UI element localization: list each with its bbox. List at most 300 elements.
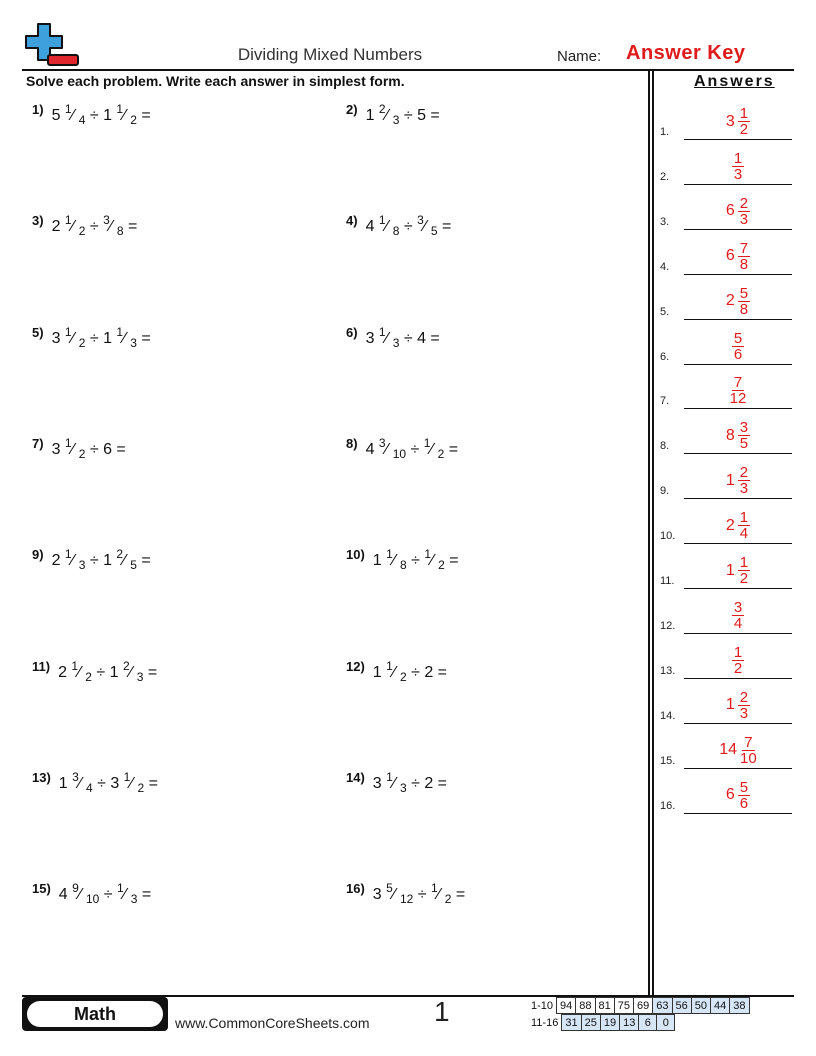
numerator: 1 (430, 881, 438, 896)
problem-number: 12) (346, 658, 365, 674)
score-cell: 0 (657, 1015, 675, 1031)
fraction-slash: ⁄ (78, 663, 86, 681)
denominator: 2 (137, 780, 145, 795)
numerator: 3 (378, 435, 386, 450)
score-cell: 94 (557, 998, 576, 1014)
answer-row (660, 634, 792, 679)
whole-part: 2 (51, 552, 65, 570)
numerator: 1 (424, 547, 431, 562)
equals-sign: = (437, 774, 447, 792)
fraction-slash: ⁄ (385, 218, 393, 236)
answer-row (660, 409, 792, 454)
answer-number: 3. (660, 215, 670, 228)
numerator: 3 (103, 213, 110, 228)
fraction-slash: ⁄ (129, 663, 137, 681)
answer-number: 2. (660, 170, 670, 183)
fraction-slash: ⁄ (78, 886, 86, 904)
answer-fraction (730, 375, 747, 406)
answer-value (684, 331, 792, 362)
answer-row (660, 724, 792, 769)
operator: ÷ (85, 107, 104, 124)
answer-value (684, 780, 792, 811)
answer-value (684, 600, 792, 631)
whole-part: 1 (372, 663, 387, 681)
numerator: 1 (123, 769, 131, 784)
answer-denominator: 8 (739, 255, 749, 273)
answer-whole: 6 (725, 247, 735, 265)
answer-whole: 14 (719, 741, 738, 759)
denominator: 2 (85, 669, 92, 684)
answer-fraction (738, 106, 750, 137)
answer-denominator: 4 (733, 614, 743, 632)
problem-number: 16) (346, 881, 365, 897)
fraction-slash: ⁄ (130, 774, 138, 792)
answer-denominator: 3 (733, 165, 743, 183)
answer-fraction (738, 690, 750, 721)
denominator: 5 (430, 224, 438, 239)
operator: ÷ (91, 663, 110, 681)
answer-denominator: 2 (739, 121, 749, 138)
answer-numerator: 5 (739, 284, 749, 302)
answer-number: 4. (660, 260, 670, 273)
equals-sign: = (430, 107, 440, 124)
denominator: 2 (78, 446, 86, 461)
math-label: Math (27, 1001, 163, 1027)
whole-part: 5 (417, 107, 431, 124)
fraction-slash: ⁄ (123, 552, 131, 570)
answer-value (684, 420, 792, 451)
equals-sign: = (437, 663, 447, 681)
whole-part: 2 (51, 218, 65, 236)
problem-item (346, 658, 447, 684)
answer-value (684, 555, 792, 586)
equals-sign: = (430, 329, 440, 347)
whole-part: 2 (424, 663, 438, 681)
answer-number: 16. (660, 799, 676, 812)
answer-numerator: 3 (739, 419, 749, 437)
answer-numerator: 7 (744, 733, 753, 751)
answer-whole: 8 (725, 426, 735, 444)
numerator: 5 (386, 881, 393, 896)
answer-numerator: 1 (733, 149, 743, 167)
answer-whole: 1 (725, 696, 735, 714)
whole-part: 5 (51, 107, 65, 124)
answer-numerator: 1 (739, 509, 749, 527)
answer-denominator: 12 (729, 390, 747, 408)
numerator: 2 (122, 658, 130, 673)
answer-whole: 6 (725, 786, 735, 803)
answer-numerator: 1 (733, 643, 743, 661)
problem-item (32, 881, 152, 907)
answer-number: 1. (660, 126, 670, 138)
whole-part: 1 (372, 552, 387, 570)
equals-sign: = (451, 886, 466, 904)
answer-numerator: 3 (733, 598, 743, 616)
denominator: 4 (85, 780, 93, 795)
fraction-slash: ⁄ (385, 107, 393, 124)
whole-part: 1 (58, 774, 73, 792)
fraction-slash: ⁄ (71, 218, 79, 236)
operator: ÷ (399, 218, 418, 236)
answer-fraction (732, 151, 744, 182)
name-label: Name: (557, 48, 602, 65)
denominator: 3 (399, 780, 407, 795)
fraction-slash: ⁄ (423, 218, 431, 236)
numerator: 1 (116, 102, 124, 116)
answer-number: 12. (660, 619, 676, 632)
answer-row (660, 185, 792, 230)
answer-denominator: 2 (739, 570, 749, 587)
problem-number: 9) (32, 547, 44, 563)
whole-part: 1 (365, 107, 379, 124)
denominator: 2 (130, 113, 137, 127)
answer-number: 14. (660, 709, 676, 722)
answer-denominator: 6 (733, 345, 743, 363)
problem-item (346, 102, 440, 127)
fraction-slash: ⁄ (430, 440, 438, 458)
operator: ÷ (85, 218, 104, 236)
fraction-slash: ⁄ (123, 107, 131, 124)
equals-sign: = (136, 552, 151, 570)
equals-sign: = (123, 218, 138, 236)
numerator: 1 (423, 435, 431, 450)
answer-value (684, 465, 792, 496)
answer-value (684, 151, 792, 182)
score-cell: 6 (639, 1015, 657, 1031)
whole-part: 4 (58, 886, 73, 904)
problem-item (32, 547, 151, 573)
answer-numerator: 7 (733, 374, 743, 392)
denominator: 8 (399, 558, 407, 573)
operator: ÷ (85, 440, 104, 458)
denominator: 3 (130, 335, 137, 350)
score-range-label: 11-16 (531, 1016, 559, 1029)
numerator: 9 (72, 881, 79, 896)
answer-denominator: 5 (739, 435, 749, 453)
answer-number: 10. (660, 530, 676, 543)
problem-item (32, 658, 158, 684)
answer-row (660, 454, 792, 499)
answer-denominator: 10 (740, 749, 757, 767)
fraction-slash: ⁄ (392, 552, 400, 570)
problem-number: 11) (32, 658, 51, 674)
score-cell: 13 (620, 1015, 639, 1031)
numerator: 1 (64, 213, 72, 228)
score-cell: 81 (595, 998, 614, 1014)
equals-sign: = (444, 440, 459, 458)
answer-row (660, 679, 792, 724)
score-cell: 88 (576, 998, 595, 1014)
equals-sign: = (444, 552, 459, 570)
answer-denominator: 3 (739, 480, 749, 498)
operator: ÷ (99, 886, 117, 904)
answer-whole: 2 (725, 292, 735, 310)
denominator: 2 (437, 446, 445, 461)
answer-fraction (732, 331, 744, 362)
answer-row (660, 320, 792, 365)
answer-fraction (738, 780, 750, 811)
score-cell: 50 (691, 998, 710, 1014)
answer-value (684, 286, 792, 317)
fraction-slash: ⁄ (392, 886, 400, 904)
score-table-row-1 (528, 997, 750, 1014)
answer-number: 8. (660, 440, 670, 453)
score-cell: 69 (634, 998, 653, 1014)
score-cell: 25 (581, 1015, 600, 1031)
answer-number: 13. (660, 664, 676, 677)
numerator: 1 (116, 324, 124, 339)
score-cell: 31 (562, 1015, 581, 1031)
operator: ÷ (406, 552, 425, 570)
whole-part: 4 (417, 329, 431, 347)
operator: ÷ (406, 774, 425, 792)
whole-part: 4 (365, 218, 379, 236)
problem-item (32, 324, 151, 350)
denominator: 2 (399, 669, 407, 684)
answer-numerator: 5 (739, 778, 749, 796)
whole-part: 3 (110, 774, 124, 792)
problem-number: 2) (346, 102, 358, 117)
numerator: 1 (64, 435, 72, 450)
operator: ÷ (399, 329, 418, 347)
score-cell: 75 (614, 998, 633, 1014)
answer-whole: 3 (725, 112, 735, 130)
numerator: 1 (386, 547, 393, 562)
problem-number: 13) (32, 769, 51, 785)
answer-value (684, 510, 792, 541)
answer-number: 9. (660, 485, 670, 498)
numerator: 1 (71, 658, 79, 673)
equals-sign: = (144, 774, 158, 792)
answer-whole: 6 (725, 202, 735, 220)
denominator: 2 (444, 892, 452, 907)
equals-sign: = (437, 218, 452, 236)
denominator: 5 (130, 558, 137, 573)
denominator: 3 (136, 669, 144, 684)
answer-number: 15. (660, 754, 676, 767)
answer-row (660, 275, 792, 320)
denominator: 8 (392, 224, 400, 239)
denominator: 8 (116, 224, 124, 239)
denominator: 3 (78, 558, 86, 573)
equals-sign: = (137, 886, 152, 904)
operator: ÷ (92, 774, 111, 792)
fraction-slash: ⁄ (123, 329, 131, 347)
answer-key-label: Answer Key (626, 42, 746, 64)
answer-fraction (732, 645, 744, 676)
answer-fraction (738, 286, 750, 317)
answer-denominator: 3 (739, 210, 749, 228)
answer-column-divider-inner (652, 69, 654, 996)
answer-number: 6. (660, 350, 670, 363)
answer-numerator: 1 (739, 105, 749, 122)
answer-value (684, 196, 792, 227)
answer-denominator: 6 (739, 794, 749, 812)
operator: ÷ (85, 329, 104, 347)
whole-part: 1 (103, 329, 117, 347)
whole-part: 1 (103, 552, 117, 570)
whole-part: 3 (372, 886, 387, 904)
whole-part: 2 (58, 663, 72, 681)
numerator: 1 (378, 213, 386, 228)
answer-fraction (738, 555, 750, 586)
score-range-label: 1-10 (531, 999, 554, 1012)
answer-row (660, 499, 792, 544)
whole-part: 4 (365, 440, 379, 458)
score-cell: 38 (730, 998, 749, 1014)
answer-number: 7. (660, 395, 670, 408)
operator: ÷ (85, 552, 104, 570)
page-number: 1 (434, 996, 450, 1027)
operator: ÷ (406, 440, 424, 458)
answer-value (684, 645, 792, 676)
problem-item (346, 213, 452, 239)
denominator: 3 (392, 335, 400, 350)
answer-number: 5. (660, 305, 670, 318)
answer-fraction (740, 735, 757, 766)
problem-item (32, 102, 151, 127)
denominator: 12 (399, 892, 414, 907)
answer-row (660, 769, 792, 814)
whole-part: 3 (51, 440, 65, 458)
answer-numerator: 2 (739, 194, 749, 212)
whole-part: 1 (103, 107, 117, 124)
answer-numerator: 7 (739, 239, 749, 257)
fraction-slash: ⁄ (392, 774, 400, 792)
denominator: 10 (392, 446, 407, 461)
score-table-row-2 (528, 1014, 675, 1031)
numerator: 1 (386, 658, 393, 673)
answer-fraction (738, 241, 750, 272)
answer-row (660, 140, 792, 185)
denominator: 4 (78, 113, 86, 127)
denominator: 2 (78, 224, 86, 239)
answer-fraction (738, 510, 750, 541)
denominator: 2 (78, 335, 86, 350)
whole-part: 2 (424, 774, 438, 792)
numerator: 3 (72, 769, 79, 784)
problem-number: 15) (32, 881, 51, 897)
answer-denominator: 2 (733, 659, 743, 677)
problem-item (32, 435, 126, 461)
score-cell: 44 (711, 998, 730, 1014)
problem-number: 7) (32, 435, 44, 451)
fraction-slash: ⁄ (71, 552, 79, 570)
answer-value (684, 735, 792, 766)
denominator: 2 (438, 558, 445, 573)
site-url: www.CommonCoreSheets.com (175, 1015, 370, 1031)
answer-row (660, 589, 792, 634)
answer-row (660, 544, 792, 589)
numerator: 1 (64, 324, 72, 339)
fraction-slash: ⁄ (385, 329, 393, 347)
numerator: 2 (378, 102, 386, 116)
score-cell: 56 (672, 998, 691, 1014)
equals-sign: = (116, 440, 126, 458)
answer-numerator: 2 (739, 688, 749, 706)
numerator: 1 (116, 881, 124, 896)
worksheet-title: Dividing Mixed Numbers (237, 45, 423, 64)
instructions: Solve each problem. Write each answer in simplest form. (26, 73, 405, 89)
answer-denominator: 3 (739, 704, 749, 722)
denominator: 3 (130, 892, 138, 907)
fraction-slash: ⁄ (437, 886, 445, 904)
numerator: 1 (386, 769, 393, 784)
numerator: 3 (417, 213, 424, 228)
score-cell: 19 (600, 1015, 619, 1031)
whole-part: 3 (365, 329, 379, 347)
problem-number: 6) (346, 324, 358, 340)
answer-row (660, 364, 792, 409)
answer-numerator: 1 (739, 554, 749, 571)
answer-row (660, 95, 792, 140)
whole-part: 6 (103, 440, 117, 458)
answer-whole: 1 (725, 471, 735, 489)
score-cell: 63 (653, 998, 672, 1014)
fraction-slash: ⁄ (431, 552, 439, 570)
answer-fraction (738, 465, 750, 496)
equals-sign: = (136, 329, 151, 347)
fraction-slash: ⁄ (71, 107, 79, 124)
fraction-slash: ⁄ (71, 440, 79, 458)
answers-heading: Answers (694, 73, 775, 90)
answer-fraction (738, 420, 750, 451)
fraction-slash: ⁄ (109, 218, 117, 236)
fraction-slash: ⁄ (123, 886, 131, 904)
answer-value (684, 241, 792, 272)
denominator: 10 (85, 892, 100, 907)
operator: ÷ (399, 107, 418, 124)
fraction-slash: ⁄ (385, 440, 393, 458)
problem-number: 4) (346, 213, 358, 229)
answer-value (684, 375, 792, 406)
problem-number: 10) (346, 547, 365, 563)
answer-value (684, 690, 792, 721)
problem-number: 5) (32, 324, 44, 340)
answer-numerator: 2 (739, 464, 749, 482)
equals-sign: = (136, 107, 151, 124)
answer-denominator: 8 (739, 300, 749, 318)
whole-part: 3 (372, 774, 387, 792)
whole-part: 3 (51, 329, 65, 347)
operator: ÷ (413, 886, 431, 904)
problem-item (346, 547, 459, 573)
equals-sign: = (143, 663, 158, 681)
problem-number: 3) (32, 213, 44, 229)
answer-whole: 1 (725, 561, 735, 579)
answer-denominator: 4 (739, 525, 749, 543)
top-divider (22, 69, 794, 71)
fraction-slash: ⁄ (78, 774, 86, 792)
problem-item (32, 213, 138, 239)
denominator: 3 (392, 113, 400, 127)
answer-fraction (738, 196, 750, 227)
fraction-slash: ⁄ (392, 663, 400, 681)
answer-value (684, 106, 792, 137)
problem-item (32, 769, 158, 795)
numerator: 2 (116, 547, 124, 562)
problem-number: 8) (346, 435, 358, 451)
answer-line (684, 813, 792, 814)
problem-item (346, 881, 466, 907)
operator: ÷ (406, 663, 425, 681)
answer-numerator: 5 (733, 329, 743, 347)
problem-item (346, 435, 459, 461)
answer-whole: 2 (725, 516, 735, 534)
problem-number: 1) (32, 102, 44, 117)
answer-number: 11. (660, 575, 675, 587)
numerator: 1 (64, 102, 72, 116)
